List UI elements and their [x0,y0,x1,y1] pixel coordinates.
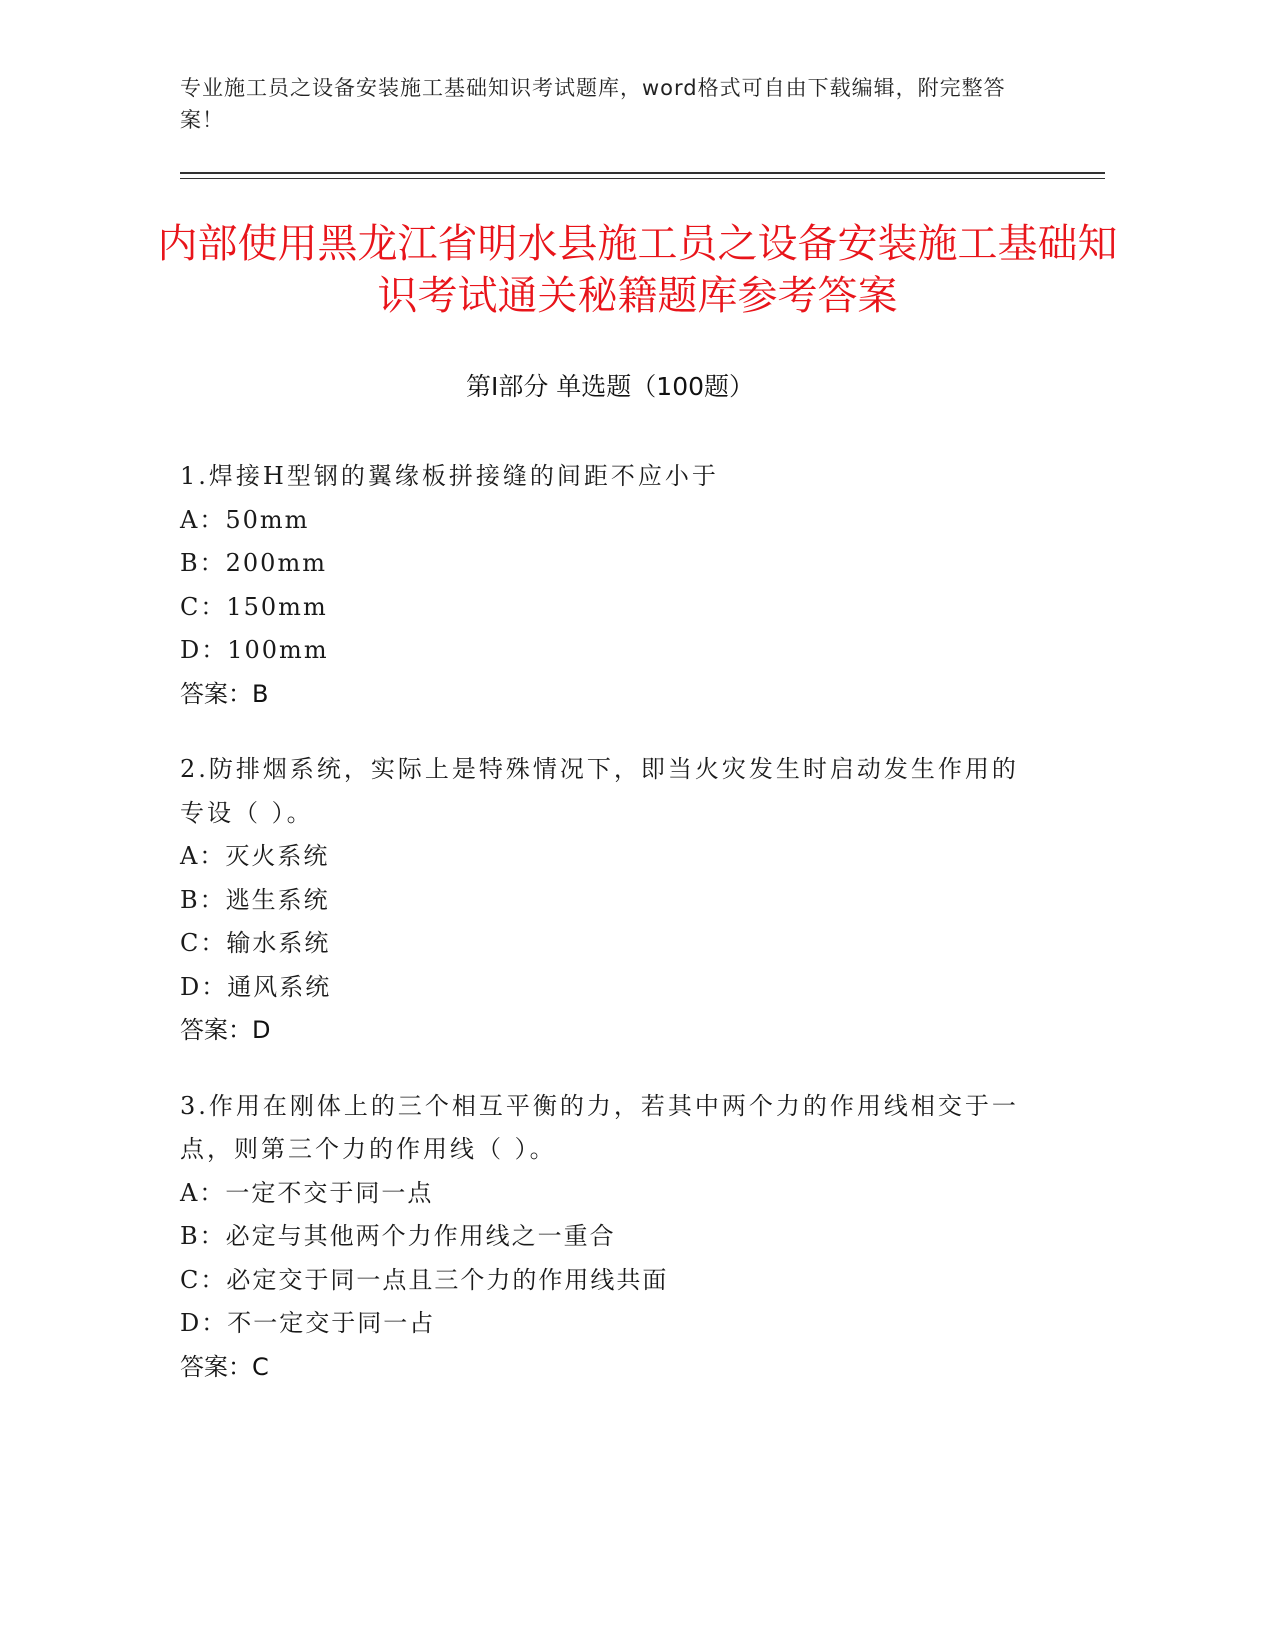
option-c [180,586,1030,630]
option-letter: D： [180,972,228,1001]
document-title: 内部使用黑龙江省明水县施工员之设备安装施工基础知识考试通关秘籍题库参考答案 [157,221,1118,319]
option-b [180,879,1030,923]
answer-line: 答案：C [180,1352,269,1381]
option-text: 输水系统 [226,929,331,957]
option-text: 100mm [227,636,329,664]
header-rule-thick [180,172,1105,174]
option-text: 逃生系统 [225,885,330,914]
option-a [180,499,1030,543]
question-stem: 2.防排烟系统，实际上是特殊情况下，即当火灾发生时启动发生作用的专设（ ）。 [180,755,1019,827]
option-letter: D： [180,1309,228,1337]
header-rule-thin [180,178,1105,179]
answer-line: 答案：B [180,679,269,708]
option-text: 必定交于同一点且三个力的作用线共面 [226,1265,669,1294]
question-list [180,455,1030,1421]
option-letter: B： [180,1222,226,1250]
header-note: 专业施工员之设备安装施工基础知识考试题库，word格式可自由下载编辑，附完整答案！ [180,76,1006,132]
option-text: 必定与其他两个力作用线之一重合 [225,1222,616,1250]
option-d [180,966,1030,1010]
option-letter: B： [180,549,226,577]
option-text: 通风系统 [227,972,332,1001]
option-a [180,1172,1030,1216]
option-text: 灭火系统 [225,842,330,870]
question-3 [180,1085,1030,1390]
option-letter: C： [180,1265,227,1294]
option-d [180,629,1030,673]
option-text: 50mm [225,505,310,534]
question-stem: 1.焊接H型钢的翼缘板拼接缝的间距不应小于 [180,462,719,490]
option-b [180,1215,1030,1259]
option-text: 200mm [225,549,327,577]
option-c [180,1259,1030,1303]
option-c [180,922,1030,966]
option-letter: C： [180,592,227,621]
question-1 [180,455,1030,716]
answer-line: 答案：D [180,1016,271,1044]
option-text: 150mm [226,592,328,621]
option-letter: B： [180,885,226,914]
option-text: 不一定交于同一占 [227,1309,436,1337]
option-text: 一定不交于同一点 [225,1178,434,1207]
option-letter: A： [180,842,226,870]
section-title: 第Ⅰ部分 单选题（100题） [465,372,755,401]
question-2 [180,748,1030,1053]
option-letter: A： [180,1178,226,1207]
option-a [180,835,1030,879]
option-letter: D： [180,636,228,664]
option-b [180,542,1030,586]
option-d [180,1302,1030,1346]
option-letter: A： [180,505,226,534]
question-stem: 3.作用在刚体上的三个相互平衡的力，若其中两个力的作用线相交于一点，则第三个力的作用线（ ）。 [180,1091,1019,1163]
option-letter: C： [180,929,227,957]
